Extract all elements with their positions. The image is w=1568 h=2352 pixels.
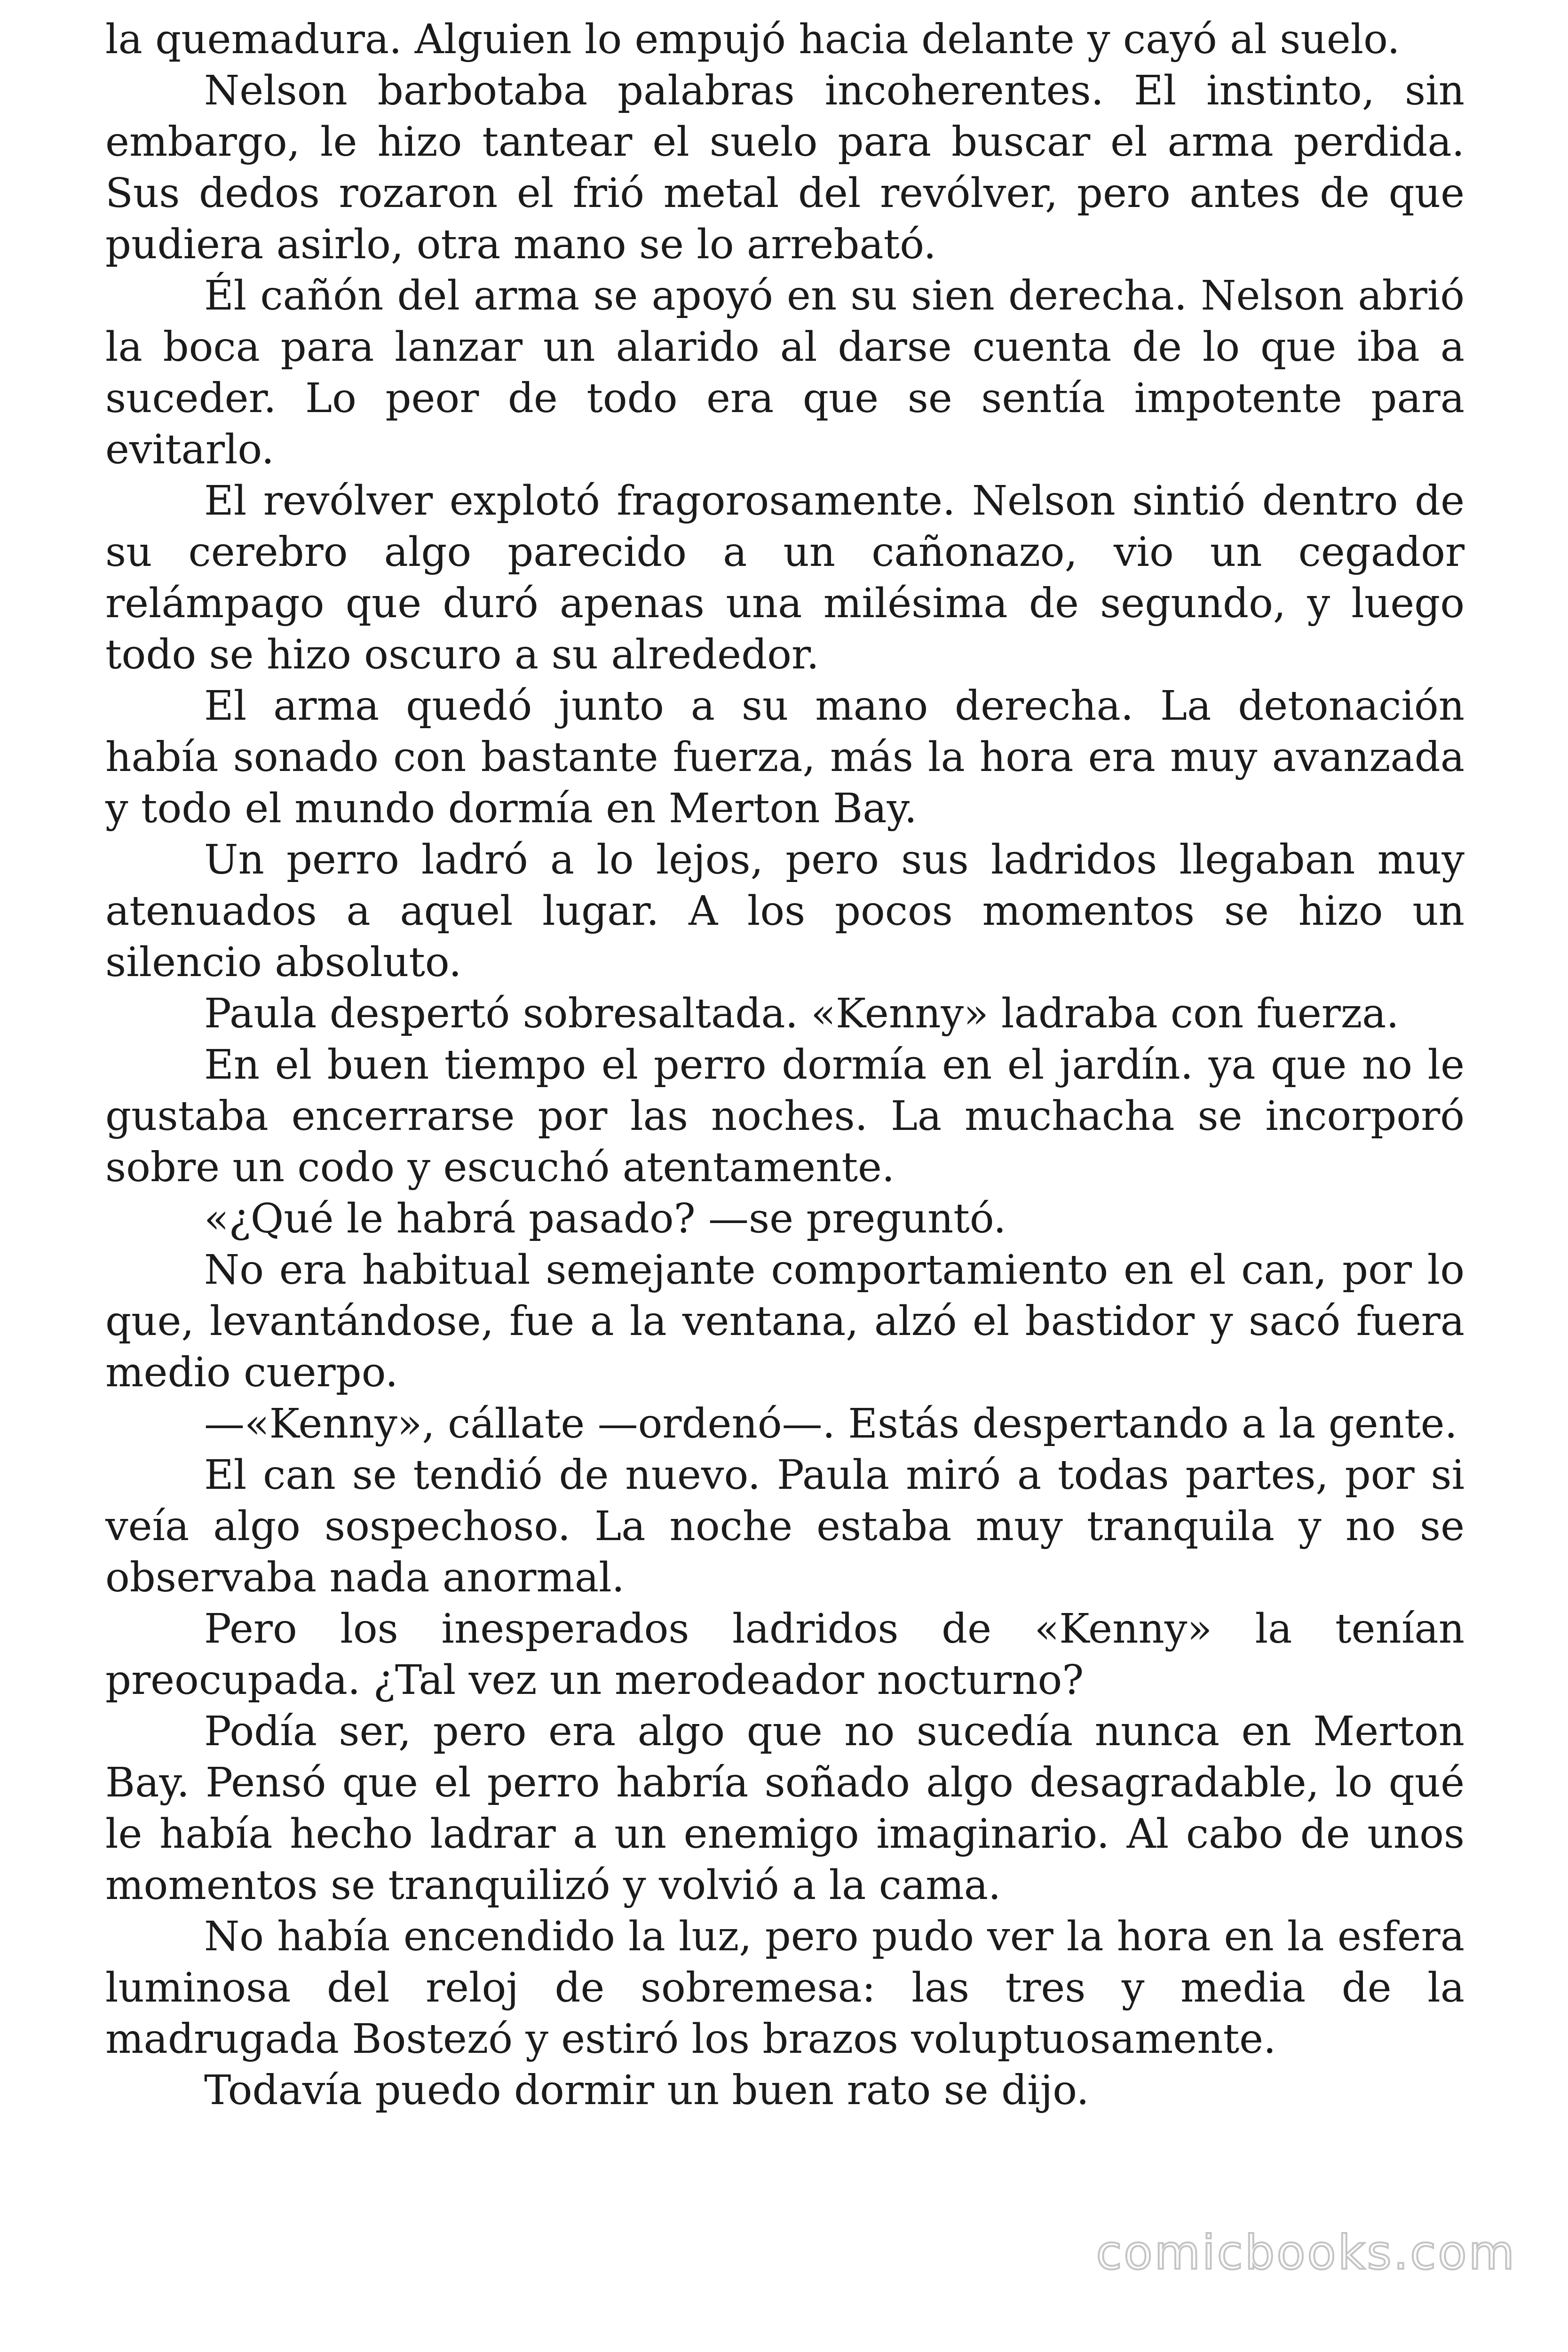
paragraph-4: El revólver explotó fragorosamente. Nelson sintió dentro de su cerebro algo parecido a un cañonazo, vio un cegador relámpago que duró apenas una milésima de segundo, y luego todo se hizo oscuro a su alrededor. (105, 477, 1465, 678)
watermark: comicbooks.com (1096, 2225, 1516, 2280)
paragraph-12: El can se tendió de nuevo. Paula miró a todas partes, por si veía algo sospechoso. La noche estaba muy tranquila y no se observaba nada anormal. (105, 1452, 1465, 1601)
paragraph-16: Todavía puedo dormir un buen rato se dijo. (204, 2067, 1089, 2114)
paragraph-9: «¿Qué le habrá pasado? —se preguntó. (204, 1195, 1006, 1242)
paragraph-10: No era habitual semejante comportamiento en el can, por lo que, levantándose, fue a la ventana, alzó el bastidor y sacó fuera medio cuerpo. (105, 1247, 1465, 1396)
paragraph-14: Podía ser, pero era algo que no sucedía nunca en Merton Bay. Pensó que el perro habría soñado algo desagradable, lo qué le había hecho ladrar a un enemigo imaginario. Al cabo de unos momentos se tranquilizó y volvió a la cama. (105, 1708, 1465, 1909)
paragraph-2: Nelson barbotaba palabras incoherentes. El instinto, sin embargo, le hizo tantear el suelo para buscar el arma perdida. Sus dedos rozaron el frió metal del revólver, pero antes de que pudiera asirlo, otra mano se lo arrebató. (105, 67, 1465, 268)
paragraph-15: No había encendido la luz, pero pudo ver la hora en la esfera luminosa del reloj de sobremesa: las tres y media de la madrugada Bostezó y estiró los brazos voluptuosamente. (105, 1913, 1465, 2063)
paragraph-6: Un perro ladró a lo lejos, pero sus ladridos llegaban muy atenuados a aquel lugar. A los pocos momentos se hizo un silencio absoluto. (105, 836, 1465, 986)
paragraph-7: Paula despertó sobresaltada. «Kenny» ladraba con fuerza. (204, 990, 1399, 1037)
body-text (105, 14, 1465, 2116)
paragraph-5: El arma quedó junto a su mano derecha. La detonación había sonado con bastante fuerza, más la hora era muy avanzada y todo el mundo dormía en Merton Bay. (105, 683, 1465, 832)
paragraph-8: En el buen tiempo el perro dormía en el jardín. ya que no le gustaba encerrarse por las noches. La muchacha se incorporó sobre un codo y escuchó atentamente. (105, 1041, 1465, 1191)
paragraph-11: —«Kenny», cállate —ordenó—. Estás despertando a la gente. (204, 1400, 1457, 1447)
paragraph-1: la quemadura. Alguien lo empujó hacia delante y cayó al suelo. (105, 16, 1400, 63)
paragraph-3: Él cañón del arma se apoyó en su sien derecha. Nelson abrió la boca para lanzar un alarido al darse cuenta de lo que iba a suceder. Lo peor de todo era que se sentía impotente para evitarlo. (105, 272, 1465, 473)
paragraph-13: Pero los inesperados ladridos de «Kenny» la tenían preocupada. ¿Tal vez un merodeador nocturno? (105, 1605, 1465, 1704)
